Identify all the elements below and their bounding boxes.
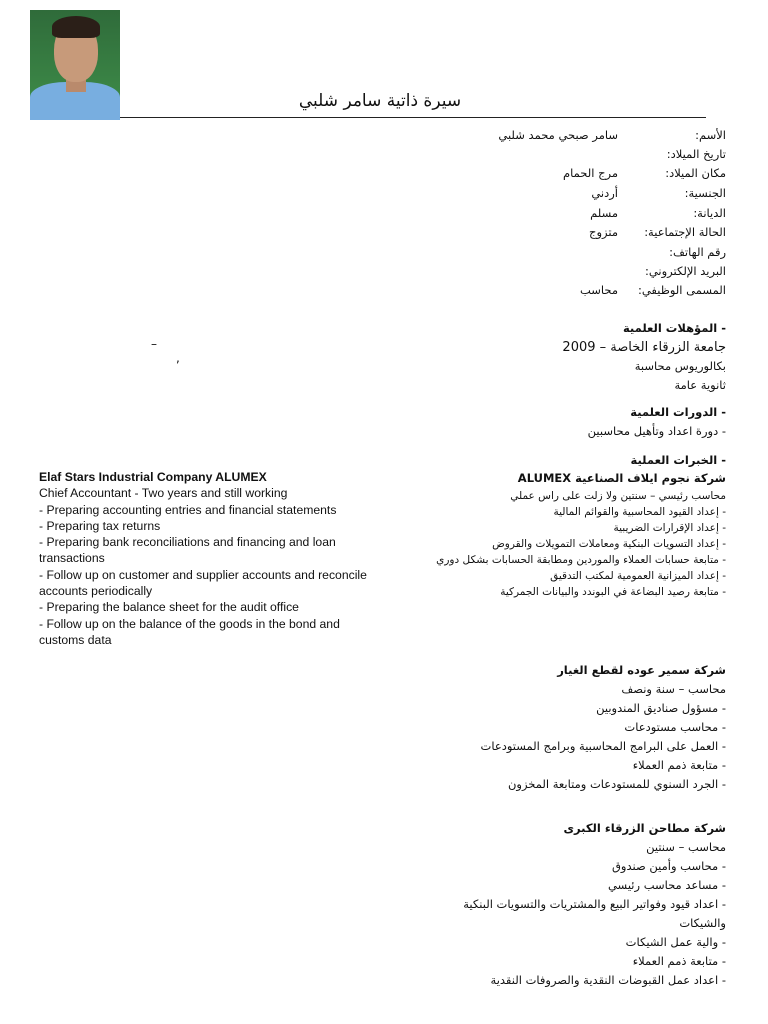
job-line: - إعداد الإقرارات الضريبية [613,522,726,534]
stray-comma: , [176,351,180,365]
job-line: - إعداد الميزانية العمومية لمكتب التدقيق [550,570,726,582]
info-row [300,243,726,262]
english-job-entry [39,469,374,648]
job-line: - اعداد قيود وفواتير البيع والمشتريات والتسويات البنكية [463,897,726,911]
info-value: محاسب [579,283,618,297]
english-line: Chief Accountant - Two years and still working [39,486,288,501]
experience-heading: - الخبرات العملية [630,453,726,467]
qualification-line: جامعة الزرقاء الخاصة – 2009 [562,340,726,355]
job-line: محاسب رئيسي – سنتين ولا زلت على راس عملي [510,490,726,502]
qualifications-section [306,319,726,395]
job-line: - متابعة حسابات العملاء والموردين ومطابقة الحسابات بشكل دوري [436,554,726,566]
job-line: - مسؤول صناديق المندوبين [596,701,726,715]
info-row [300,262,726,281]
info-label: الجنسية: [684,186,726,200]
info-value: سامر صبحي محمد شلبي [498,128,618,142]
section-heading: - الدورات العلمية [630,405,726,419]
info-row [300,184,726,203]
courses-section [306,403,726,441]
info-row [300,281,726,300]
info-value: أردني [591,186,618,200]
job-line: - الجرد السنوي للمستودعات ومتابعة المخزون [507,777,726,791]
page-title: سيرة ذاتية سامر شلبي [298,91,462,111]
qualification-line: ثانوية عامة [674,378,726,392]
job-line: - متابعة ذمم العملاء [632,758,726,772]
job-line: - مساعد محاسب رئيسي [607,878,726,892]
info-label: الأسم: [695,128,726,142]
job-line: - متابعة ذمم العملاء [632,954,726,968]
info-row [300,126,726,145]
job-line: - اعداد عمل القبوضات النقدية والصروفات النقدية [490,973,726,987]
job-line: - محاسب مستودعات [624,720,726,734]
job-company: شركة نجوم ايلاف الصناعية ALUMEX [517,471,726,485]
job-line: محاسب – سنة ونصف [621,682,726,696]
info-value: مرج الحمام [563,166,618,180]
info-row [300,223,726,242]
english-line: - Preparing tax returns [39,518,161,533]
job-company: شركة سمير عوده لقطع الغيار [557,663,726,677]
job-line: - محاسب وأمين صندوق [611,859,726,873]
info-label: المسمى الوظيفي: [637,283,726,297]
job-line: والشيكات [679,916,726,930]
course-line: - دورة اعداد وتأهيل محاسبين [587,424,726,438]
info-row [300,145,726,164]
info-value: مسلم [590,206,618,220]
section-heading: - المؤهلات العلمية [622,321,726,335]
info-label: مكان الميلاد: [665,166,726,180]
job-line: - متابعة رصيد البضاعة في البوندد والبيانات الجمركية [500,586,726,598]
english-line: - Preparing bank reconciliations and financing and loan transactions [39,535,336,566]
qualification-line: بكالوريوس محاسبة [634,359,726,373]
job-line: محاسب – سنتين [646,840,726,854]
job-line: - العمل على البرامج المحاسبية وبرامج المستودعات [480,739,726,753]
english-line: - Preparing the balance sheet for the audit office [39,600,299,615]
job-entry [306,661,726,794]
info-label: رقم الهاتف: [669,245,726,259]
info-label: الديانة: [693,206,726,220]
info-row [300,164,726,183]
english-line: - Follow up on customer and supplier accounts and reconcile accounts periodically [39,567,367,599]
title-underline [120,117,706,118]
job-entry [306,819,726,990]
english-line: - Preparing accounting entries and financial statements [39,502,337,517]
english-company: Elaf Stars Industrial Company ALUMEX [39,470,267,484]
info-label: تاريخ الميلاد: [666,147,726,161]
profile-photo [30,10,120,120]
job-line: - إعداد القيود المحاسبية والقوائم المالية [553,506,726,518]
job-company: شركة مطاحن الزرقاء الكبرى [563,821,726,835]
stray-dash: – [151,337,157,351]
job-line: - إعداد التسويات البنكية ومعاملات التمويلات والقروض [492,538,726,550]
info-label: البريد الإلكتروني: [644,264,726,278]
job-line: - والية عمل الشيكات [625,935,726,949]
info-value: متزوج [589,225,618,239]
english-line: - Follow up on the balance of the goods in the bond and customs data [39,616,340,647]
info-row [300,204,726,223]
info-label: الحالة الإجتماعية: [644,225,726,239]
